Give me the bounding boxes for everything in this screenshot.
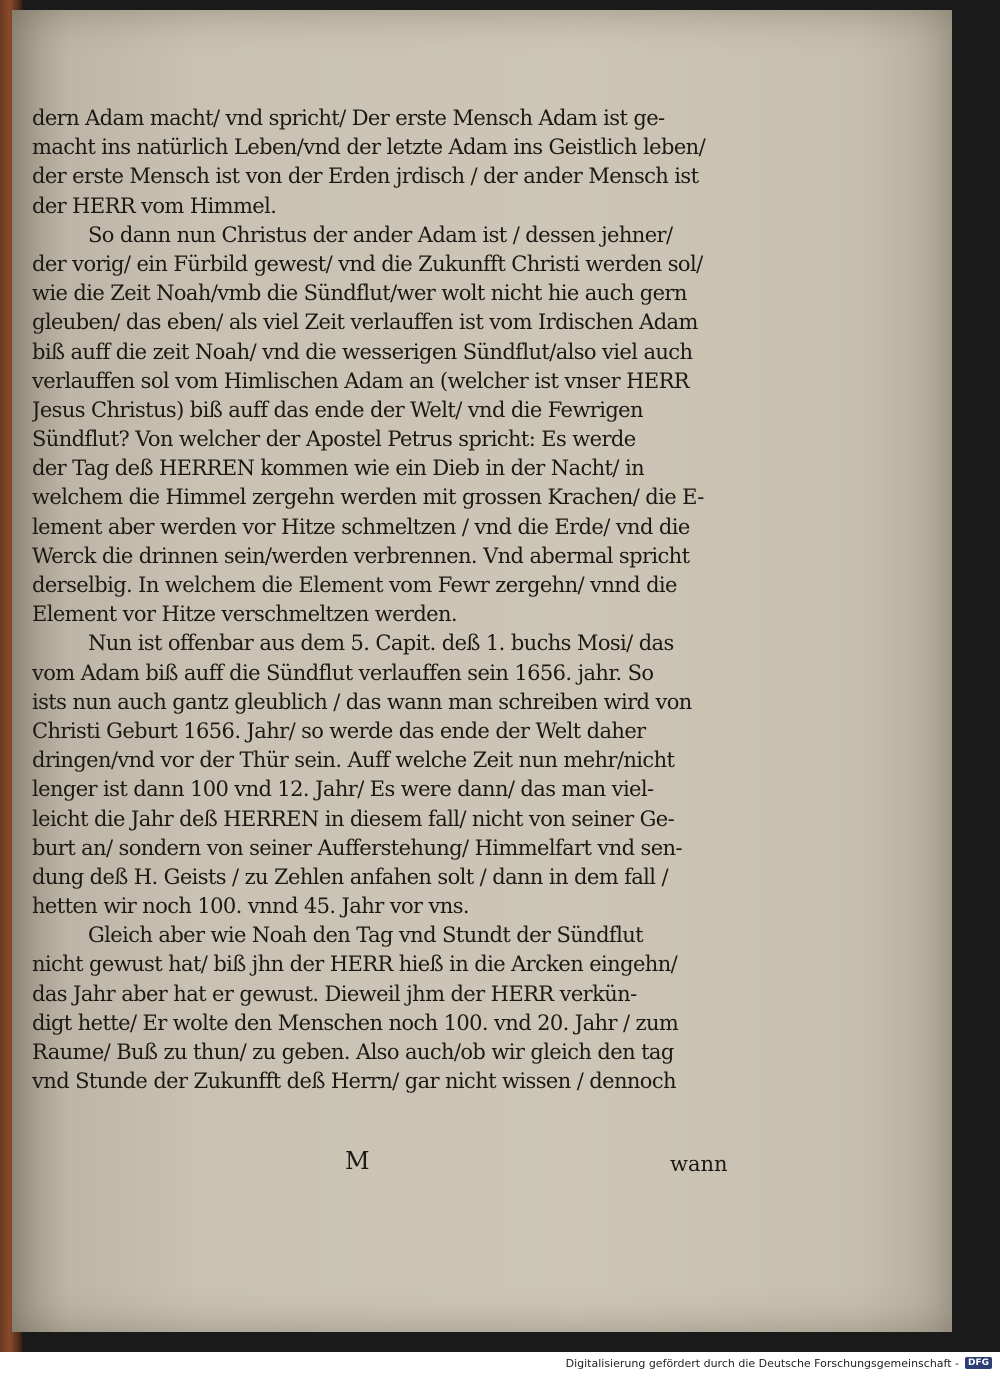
page-text-block [32, 104, 764, 1096]
footer-text: Digitalisierung gefördert durch die Deutsche Forschungsgemeinschaft - [565, 1356, 959, 1370]
text-line: vnd Stunde der Zukunfft deß Herrn/ gar nicht wissen / dennoch [32, 1069, 676, 1094]
text-line: wie die Zeit Noah/vmb die Sündflut/wer wolt nicht hie auch gern [32, 281, 687, 306]
text-line: verlauffen sol vom Himlischen Adam an (welcher ist vnser HERR [32, 368, 689, 393]
text-line: vom Adam biß auff die Sündflut verlauffen sein 1656. jahr. So [32, 660, 654, 685]
text-line: ists nun auch gantz gleublich / das wann man schreiben wird von [32, 689, 692, 714]
text-line: biß auff die zeit Noah/ vnd die wesserigen Sündflut/also viel auch [32, 339, 693, 364]
text-line: dringen/vnd vor der Thür sein. Auff welche Zeit nun mehr/nicht [32, 748, 675, 773]
text-line: Element vor Hitze verschmeltzen werden. [32, 602, 458, 627]
text-line: digt hette/ Er wolte den Menschen noch 100. vnd 20. Jahr / zum [32, 1010, 679, 1035]
text-line: Nun ist offenbar aus dem 5. Capit. deß 1. buchs Mosi/ das [88, 631, 674, 656]
text-line: Werck die drinnen sein/werden verbrennen. Vnd abermal spricht [32, 543, 690, 568]
text-line: burt an/ sondern von seiner Aufferstehung/ Himmelfart vnd sen- [32, 835, 682, 860]
text-line: Jesus Christus) biß auff das ende der Welt/ vnd die Fewrigen [32, 397, 643, 422]
text-line: der erste Mensch ist von der Erden jrdisch / der ander Mensch ist [32, 164, 699, 189]
text-line: Christi Geburt 1656. Jahr/ so werde das ende der Welt daher [32, 718, 646, 743]
signature-mark: M [345, 1147, 370, 1175]
text-line: dern Adam macht/ vnd spricht/ Der erste Mensch Adam ist ge- [32, 106, 665, 130]
text-line: der HERR vom Himmel. [32, 193, 277, 218]
catchword: wann [670, 1152, 728, 1176]
text-line: nicht gewust hat/ biß jhn der HERR hieß in die Arcken eingehn/ [32, 952, 678, 977]
footer-credit [566, 1355, 992, 1371]
dfg-logo-icon: DFG [965, 1357, 992, 1369]
text-line: Sündflut? Von welcher der Apostel Petrus spricht: Es werde [32, 427, 636, 452]
text-line: dung deß H. Geists / zu Zehlen anfahen solt / dann in dem fall / [32, 864, 668, 889]
text-line: macht ins natürlich Leben/vnd der letzte Adam ins Geistlich leben/ [32, 135, 706, 160]
text-line: gleuben/ das eben/ als viel Zeit verlauffen ist vom Irdischen Adam [32, 310, 698, 335]
text-line: lement aber werden vor Hitze schmeltzen / vnd die Erde/ vnd die [32, 514, 690, 539]
text-line: leicht die Jahr deß HERREN in diesem fall/ nicht von seiner Ge- [32, 806, 675, 831]
text-line: Raume/ Buß zu thun/ zu geben. Also auch/ob wir gleich den tag [32, 1040, 674, 1064]
text-line: So dann nun Christus der ander Adam ist / dessen jehner/ [88, 222, 673, 247]
text-line: lenger ist dann 100 vnd 12. Jahr/ Es were dann/ das man viel- [32, 777, 654, 802]
text-line: das Jahr aber hat er gewust. Dieweil jhm der HERR verkün- [32, 981, 637, 1006]
text-line: derselbig. In welchem die Element vom Fewr zergehn/ vnnd die [32, 573, 677, 597]
text-line: welchem die Himmel zergehn werden mit grossen Krachen/ die E- [32, 485, 704, 510]
text-line: der vorig/ ein Fürbild gewest/ vnd die Zukunfft Christi werden sol/ [32, 251, 703, 276]
text-line: Gleich aber wie Noah den Tag vnd Stundt der Sündflut [88, 923, 643, 948]
text-line: der Tag deß HERREN kommen wie ein Dieb in der Nacht/ in [32, 456, 644, 481]
text-line: hetten wir noch 100. vnnd 45. Jahr vor vns. [32, 894, 469, 919]
